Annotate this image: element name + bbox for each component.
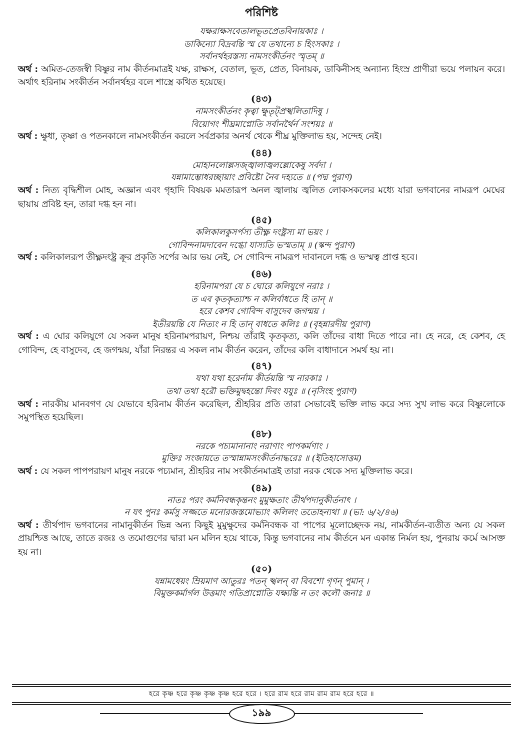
verse-line: ন যৎ পুনঃ কর্মসু সজ্জতে মনোরজস্তমোভ্যাং কলিলং ততোহন্যথা ॥ (ভা: ৬/২/৪৬): [124, 508, 399, 519]
verse-line: যথা যথা হরের্নাম কীর্তয়ন্তি স্ম নারকাঃ ।: [195, 374, 328, 385]
verse-line: মুক্তিঃ সংজায়তে তস্মান্নামসংকীর্তনাদ্ধরেঃ ॥ (ইতিহাসোত্তম): [161, 454, 362, 465]
verse-line: হরিনামপরা যে চ ঘোরে কলিযুগে নরাঃ ।: [194, 281, 329, 292]
meaning-paragraph: [18, 64, 505, 91]
verse-line: তথা তথা হরৌ ভক্তিমুদ্বহন্তো দিবং যযুঃ ॥ (নৃসিংহ পুরাণ): [166, 387, 357, 398]
meaning-paragraph: [18, 466, 505, 480]
verse-line: যন্নামধেয়ং ম্রিয়মাণ আতুরঃ পতন্ স্খলন্ বা বিবশো গৃণন্ পুমান্ ।: [154, 576, 369, 587]
sanskrit-verse: [18, 26, 505, 64]
page-number-rule-left: [100, 713, 230, 714]
verse-line: যক্ষরাক্ষসবেতালভূতপ্রেতবিনায়কাঃ ।: [199, 27, 324, 37]
meaning-text: অমিত-তেজস্বী বিষ্ণুর নাম কীর্তনমাত্রই যক্ষ, রাক্ষস, বেতাল, ভূত, প্রেত, বিনায়ক, ডাকিনীসহ অন্যান্য হিংস্র প্রাণীরা ভয়ে পলায়ন করে। অর্থাৎ হরিনাম সংকীর্তন সর্বানর্থহর বলে শাস্ত্রে কথিত হয়েছে।: [18, 64, 505, 89]
meaning-label: অর্থ :: [18, 185, 39, 196]
verse-line: হরে কেশব গোবিন্দ বাসুদেব জগন্ময় ।: [198, 307, 325, 318]
verse-line: গোবিন্দনামদাবেন দগ্ধো যাস্যতি ভস্মতাম্ ॥ (স্কন্দ পুরাণ): [167, 240, 356, 251]
meaning-label: অর্থ :: [18, 520, 39, 531]
sanskrit-verse: [18, 576, 505, 601]
mantra-footer-band: হরে কৃষ্ণ হরে কৃষ্ণ কৃষ্ণ কৃষ্ণ হরে হরে । হরে রাম হরে রাম রাম রাম হরে হরে ॥: [12, 684, 511, 705]
meaning-label: অর্থ :: [18, 399, 39, 410]
verse-number: (৪৬): [250, 268, 273, 280]
meaning-text: ক্ষুধা, তৃষ্ণা ও পতনকালে নামসংকীর্তন করলে সর্বপ্রকার অনর্থ থেকে শীঘ্র মুক্তিলাভ হয়, সন্দেহ নেই।: [40, 132, 382, 143]
meaning-paragraph: [18, 252, 505, 266]
sanskrit-verse: [18, 373, 505, 398]
sanskrit-verse: [18, 281, 505, 331]
meaning-text: এ ঘোর কলিযুগে যে সকল মানুষ হরিনামপরায়ণ, নিশ্চয় তাঁরাই কৃতকৃত্য, কলি তাঁদের বাধা দিতে পারে না। হে নরে, হে কেশব, হে গোবিন্দ, হে বাসুদেব, হে জগন্ময়, যাঁরা নিরন্তর এ সকল নাম কীর্তন করেন, তাঁদের কলি বাধাদানে সমর্থ হয় না।: [18, 332, 505, 356]
page-number: ১৯৯: [229, 704, 295, 724]
meaning-text: কলিকালরূপ তীক্ষ্ণদংষ্ট্র ক্রূর প্রকৃতি সর্পের আর ভয় নেই, সে গোবিন্দ নামরূপ দাবানলে দগ্ধ ও ভস্মত্ব প্রাপ্ত হবে।: [40, 253, 418, 264]
meaning-text: নিত্য বৃদ্ধিশীল মোহ, অজ্ঞান এবং গৃহাদি বিষয়ক মমতারূপ অনল জ্বালায় জ্বলিত লোকসকলের মধ্যে যারা ভগবানের নামরূপ মেঘের ছায়ায় প্রবিষ্ট হন, তারা দগ্ধ হন না।: [18, 185, 505, 210]
verse-line: যন্নামাম্ভোধরচ্ছায়াং প্রবিষ্টো নৈব দহ্যতে ॥ (পদ্ম পুরাণ): [170, 173, 353, 184]
document-body: [18, 26, 505, 601]
meaning-label: অর্থ :: [18, 132, 38, 143]
verse-number: (৪৯): [250, 482, 273, 494]
meaning-label: অর্থ :: [18, 467, 38, 478]
verse-line: ত এব কৃতকৃত্যাশ্চ ন কলির্বাধতে হি তান্ ॥: [190, 294, 333, 305]
sanskrit-verse: [18, 495, 505, 520]
verse-line: ইতীরয়ন্তি যে নিত্যং ন হি তান্ বাধতে কলিঃ ॥ (বৃহন্নারদীয় পুরাণ): [152, 319, 371, 330]
sanskrit-verse: [18, 160, 505, 185]
meaning-paragraph: [18, 520, 505, 561]
meaning-label: অর্থ :: [18, 64, 38, 75]
page-number-rule-right: [293, 713, 423, 714]
verse-line: নামসংকীর্তনং কৃত্বা ক্ষুতৃট্প্রস্খলিতাদিষু ।: [195, 106, 328, 117]
sanskrit-verse: [18, 441, 505, 466]
sanskrit-verse: [18, 227, 505, 252]
sanskrit-verse: [18, 106, 505, 131]
meaning-text: যে সকল পাপপরায়ণ মানুষ নরকে পচ্যমান, শ্রীহরির নাম সংকীর্তনমাত্রই তারা নরক থেকে সদ্য মুক্তিলাভ করে।: [40, 467, 413, 478]
verse-line: বিয়োগং শীঘ্রমাপ্নোতি সর্বানর্থৈর্ন সংশয়ঃ ॥: [190, 119, 333, 130]
verse-line: বিমুক্তকর্মার্গল উত্তমাং গতিপ্রাপ্নোতি যক্ষ্যন্তি ন তং কলৌ জনাঃ ॥: [153, 589, 370, 600]
verse-number: (৪৪): [250, 147, 273, 159]
meaning-label: অর্থ :: [18, 253, 38, 264]
meaning-text: তীর্থপাদ ভগবানের নামানুকীর্তন ভিন্ন অন্য কিছুই মুমুক্ষুদের কর্মনিবন্ধক বা পাপের মূলোচ্ছেদক নয়, নামকীর্তন-ব্যতীত অন্য যে সকল প্রায়শ্চিত্ত আছে, তাতে রজঃ ও তমোগুণের দ্বারা মন মলিন হয়ে থাকে, কিন্তু ভগবানের নাম কীর্তনে মন একান্ত নির্মল হয়, পুনরায় কর্মে আসক্ত হয় না।: [18, 520, 505, 558]
verse-line: মোহানলোল্লসজ্জ্বালাজ্বলল্লোকেষু সর্বদা ।: [191, 160, 332, 171]
meaning-label: অর্থ :: [18, 332, 39, 343]
verse-line: সর্বানর্থহরস্তস্য নামসংকীর্তনং স্মৃতম্ ॥: [199, 52, 324, 63]
meaning-paragraph: [18, 131, 505, 145]
verse-number: (৫০): [250, 563, 273, 575]
meaning-text: নারকীয় মানবগণ যে যেভাবে হরিনাম কীর্তন করেছিল, শ্রীহরির প্রতি তারা সেভাবেই ভক্তি লাভ করে সদ্য সুখ লাভ করে বিষ্ণুলোকে সমুপস্থিত হয়েছিল।: [18, 399, 505, 424]
meaning-paragraph: [18, 185, 505, 212]
verse-number: (৪৫): [250, 215, 273, 227]
verse-number: (৪৭): [250, 361, 273, 373]
verse-line: নাতঃ পরং কর্মনিবন্ধকৃন্তনং মুমুক্ষতাং তীর্থপদানুকীর্তনাৎ ।: [166, 495, 357, 506]
meaning-paragraph: [18, 331, 505, 358]
verse-line: নরকে পচ্যমানানাং নরাণাং পাপকর্মণাং ।: [195, 441, 328, 452]
verse-line: কলিকালকুসর্পস্য তীক্ষ্ণ দংষ্ট্রস্য মা ভয়ং ।: [195, 228, 328, 239]
meaning-paragraph: [18, 399, 505, 426]
verse-number: (৪৮): [250, 428, 273, 440]
verse-line: ডাকিন্যো বিদ্রবন্তি স্ম যে তথান্যে চ হিংসকাঃ ।: [183, 39, 340, 50]
page-header: পরিশিষ্ট: [245, 6, 278, 19]
verse-number: (৪৩): [250, 93, 273, 105]
